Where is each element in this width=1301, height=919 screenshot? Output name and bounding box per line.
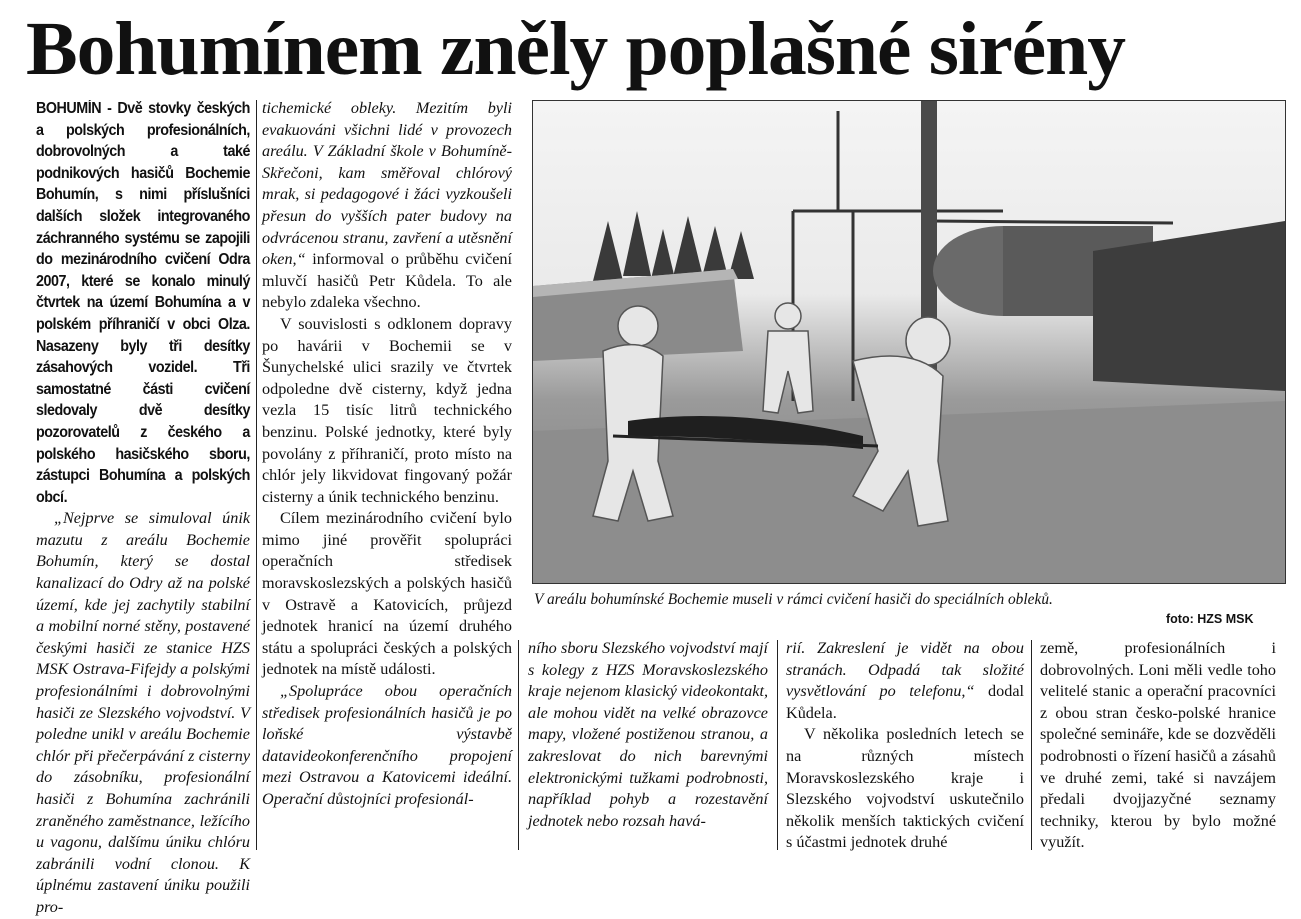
quote-ending xyxy=(786,638,1024,724)
photo-caption: V areálu bohumínské Bochemie museli v rámci cvičení hasiči do speciálních obleků. xyxy=(534,591,1053,608)
quote-continuation xyxy=(262,98,512,314)
article-column-1 xyxy=(36,98,250,916)
body-paragraph: V souvislosti s odklonem dopravy po havárii v Bochemii se v Šunychelské ulici srazily ve čtvrtek odpoledne dvě cisterny, když jedna vezla 15 tisíc litrů technického benzinu. Polské jednotky, které byly povolány z příhraničí, proto místo na chlór jely likvidovat fingovaný požár cisterny a únik technického benzinu. xyxy=(262,314,512,506)
article-column-3 xyxy=(528,638,768,850)
article-column-5 xyxy=(1040,638,1276,850)
lead-paragraph: BOHUMÍN - Dvě stovky českých a polských profesionálních, dobrovolných a také podnikových hasičů Bochemie Bohumín, s nimi příslušníci dalších složek integrovaného záchranného systému se zapojili do mezinárodního cvičení Odra 2007, které se konalo minulý čtvrtek na území Bohumína a v polském příhraničí v obci Olza. Nasazeny byly tři desítky zásahových vozidel. Tři samostatné části cvičení sledovaly dvě desítky pozorovatelů z českého a polského hasičského sboru, zástupci Bohumína a polských obcí. xyxy=(36,100,250,506)
body-paragraph: V několika posledních letech se na různých místech Moravskoslezského kraje i Slezského vojvodství uskutečnilo několik menších taktických cvičení s účastmi jednotek druhé xyxy=(786,725,1024,852)
headline: Bohumínem zněly poplašné sirény xyxy=(26,7,1126,91)
quote-attribution: informoval o průběhu cvičení mluvčí hasičů Petr Kůdela. To ale nebylo zdaleka všechno. xyxy=(262,250,512,312)
quote-text: tichemické obleky. Mezitím byli evakuováni všichni lidé v provozech areálu. V Základní škole v Bohumíně-Skřečoni, kam směřoval chlórový mrak, si pedagogové i žáci vyzkoušeli přesun do vyšších pater budovy na odvrácenou stranu, zavření a utěsnění oken,“ xyxy=(262,99,512,269)
body-paragraph: Cílem mezinárodního cvičení bylo mimo jiné prověřit spolupráci operačních středisek moravskoslezských a polských hasičů v Ostravě a Katovicích, průjezd jednotek hranicí na území druhého státu a spolupráci českých a polských jednotek na místě události. xyxy=(262,509,512,679)
quote-paragraph: „Nejprve se simuloval únik mazutu z areálu Bochemie Bohumín, který se dostal kanalizací do Odry až na polské území, kde jej zachytily stabilní a mobilní norné stěny, postavené českými hasiči ze stanice HZS MSK Ostrava-Fifejdy a polskými profesionálními i dobrovolnými hasiči ze Slezského vojvodství. V poledne unikl v areálu Bochemie chlór při přečerpávání z cisterny do zásobníku, profesionální hasiči z Bohumína zachránili zraněného zaměstnance, ležícího u vagonu, dalšímu úniku chlóru zabránili vodní clonou. K úplnému zastavení úniku použili pro- xyxy=(36,509,250,916)
article-column-2 xyxy=(262,98,512,850)
news-photo xyxy=(532,100,1286,584)
article-column-4 xyxy=(786,638,1024,850)
column-divider xyxy=(256,100,257,850)
quote-paragraph: „Spolupráce obou operačních středisek profesionálních hasičů je po loňské výstavbě datavideokonferenčního propojení mezi Ostravou a Katovicemi ideální. Operační důstojníci profesionál- xyxy=(262,682,512,808)
quote-continuation: ního sboru Slezského vojvodství mají s kolegy z HZS Moravskoslezského kraje nejenom klasický videokontakt, ale mohou vidět na velké obrazovce mapy, vložené postiženou stranou, a zakreslovat do nich barevnými elektronickými tužkami podrobnosti, například pohyb a rozestavění jednotek nebo rozsah havá- xyxy=(528,639,768,830)
photo-credit: foto: HZS MSK xyxy=(1166,612,1254,626)
column-divider xyxy=(518,640,519,850)
column-divider xyxy=(1031,640,1032,850)
photo-illustration xyxy=(533,101,1285,583)
body-paragraph: země, profesionálních i dobrovolných. Loni měli vedle toho velitelé stanic a operační pracovníci z obou stran česko-polské hranice společné semináře, kde se dozvěděli podrobnosti o řízení hasičů a zásahů ve druhé zemi, také si navzájem předali dvojjazyčné seznamy techniky, kterou by bylo možné využít. xyxy=(1040,639,1276,852)
quote-text: rií. Zakreslení je vidět na obou stranách. Odpadá tak složité vysvětlování po telefonu,“ xyxy=(786,639,1024,701)
column-divider xyxy=(777,640,778,850)
quote-attribution: dodal Kůdela. xyxy=(786,682,1024,722)
